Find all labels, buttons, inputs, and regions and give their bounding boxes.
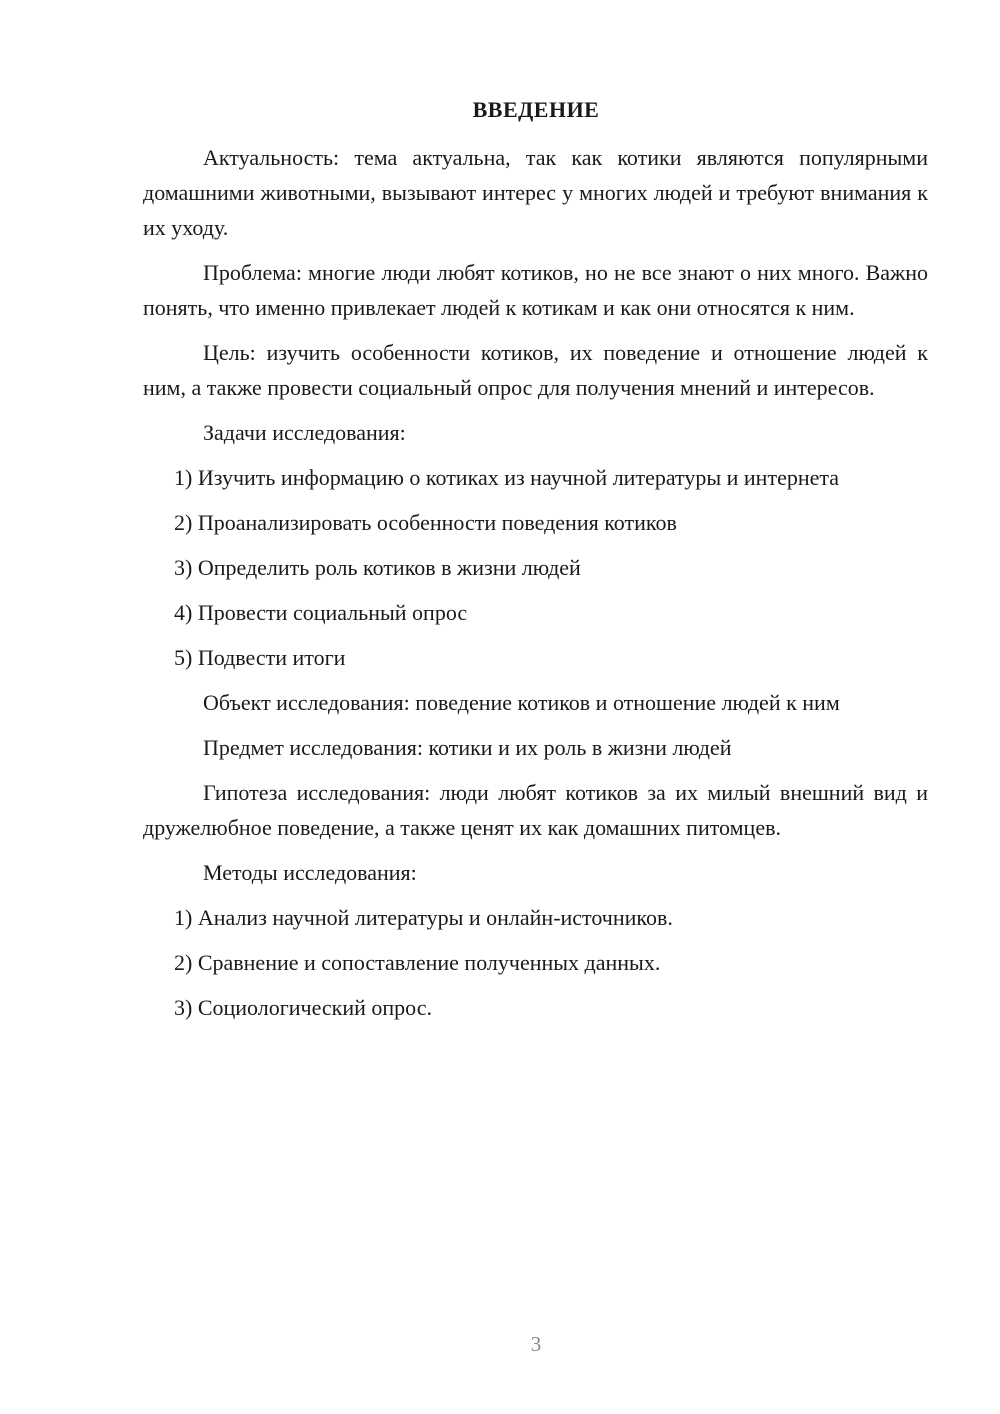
task-item-1: 1) Изучить информацию о котиках из научной литературы и интернета (174, 465, 840, 490)
relevance-paragraph: Актуальность: тема актуальна, так как котики являются популярными домашними животными, вызывают интерес у многих людей и требуют внимания к их уходу. (143, 145, 928, 240)
tasks-heading: Задачи исследования: (203, 420, 406, 445)
task-item-3: 3) Определить роль котиков в жизни людей (174, 555, 581, 580)
task-item-2: 2) Проанализировать особенности поведения котиков (174, 510, 677, 535)
section-title: ВВЕДЕНИЕ (472, 97, 600, 122)
hypothesis-paragraph: Гипотеза исследования: люди любят котиков за их милый внешний вид и дружелюбное поведение, а также ценят их как домашних питомцев. (143, 780, 928, 840)
subject-paragraph: Предмет исследования: котики и их роль в жизни людей (203, 735, 732, 760)
goal-paragraph: Цель: изучить особенности котиков, их поведение и отношение людей к ним, а также провести социальный опрос для получения мнений и интересов. (143, 340, 928, 400)
methods-heading: Методы исследования: (203, 860, 417, 885)
method-item-2: 2) Сравнение и сопоставление полученных данных. (174, 950, 661, 975)
method-item-1: 1) Анализ научной литературы и онлайн-источников. (174, 905, 673, 930)
method-item-3: 3) Социологический опрос. (174, 995, 432, 1020)
page-number: 3 (530, 1332, 542, 1356)
object-paragraph: Объект исследования: поведение котиков и отношение людей к ним (203, 690, 840, 715)
task-item-5: 5) Подвести итоги (174, 645, 346, 670)
problem-paragraph: Проблема: многие люди любят котиков, но не все знают о них много. Важно понять, что именно привлекает людей к котикам и как они относятся к ним. (143, 260, 928, 320)
task-item-4: 4) Провести социальный опрос (174, 600, 468, 625)
section-body (143, 140, 928, 1035)
